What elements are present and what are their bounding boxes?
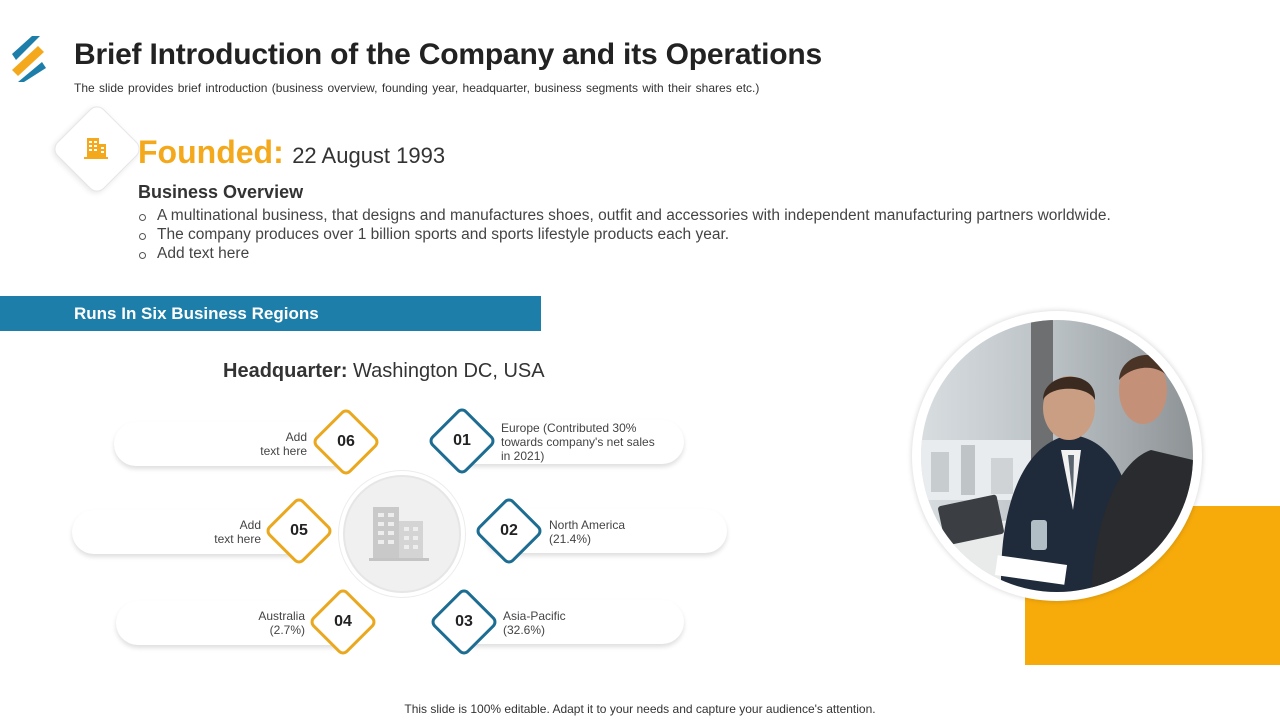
list-item: A multinational business, that designs and manufactures shoes, outfit and accessories with independent manufacturing partners worldwide. xyxy=(138,206,1111,225)
region-text-06: Add text here xyxy=(260,430,307,458)
region-text-01: Europe (Contributed 30% towards company's net sales in 2021) xyxy=(501,421,655,463)
region-text-03: Asia-Pacific (32.6%) xyxy=(503,609,566,637)
company-logo-icon xyxy=(10,36,46,82)
headquarter-value: Washington DC, USA xyxy=(353,360,545,382)
page-title: Brief Introduction of the Company and its Operations xyxy=(74,38,822,71)
region-number-06: 06 xyxy=(337,433,355,450)
business-meeting-photo xyxy=(921,320,1193,592)
business-overview-list xyxy=(138,206,1111,263)
list-item: Add text here xyxy=(138,244,1111,263)
region-text-04: Australia (2.7%) xyxy=(258,609,305,637)
region-number-04: 04 xyxy=(334,613,352,630)
region-text-05: Add text here xyxy=(214,518,261,546)
building-icon xyxy=(369,503,429,561)
founded-value: 22 August 1993 xyxy=(292,143,446,168)
region-number-02: 02 xyxy=(500,522,518,539)
founded-label: Founded: xyxy=(138,134,284,170)
headquarter-line xyxy=(223,360,545,383)
business-overview-title: Business Overview xyxy=(138,182,304,202)
footer-note: This slide is 100% editable. Adapt it to your needs and capture your audience's attention. xyxy=(404,702,876,716)
region-number-01: 01 xyxy=(453,432,471,449)
founded-line xyxy=(138,134,445,171)
region-number-03: 03 xyxy=(455,613,473,630)
regions-banner-label: Runs In Six Business Regions xyxy=(74,304,319,323)
region-text-02: North America (21.4%) xyxy=(549,518,626,546)
headquarter-label: Headquarter: xyxy=(223,360,348,382)
region-number-05: 05 xyxy=(290,522,308,539)
building-icon xyxy=(84,136,108,160)
page-subtitle: The slide provides brief introduction (business overview, founding year, headquarter, business segments with their shares etc.) xyxy=(74,81,760,95)
list-item: The company produces over 1 billion sports and sports lifestyle products each year. xyxy=(138,225,1111,244)
